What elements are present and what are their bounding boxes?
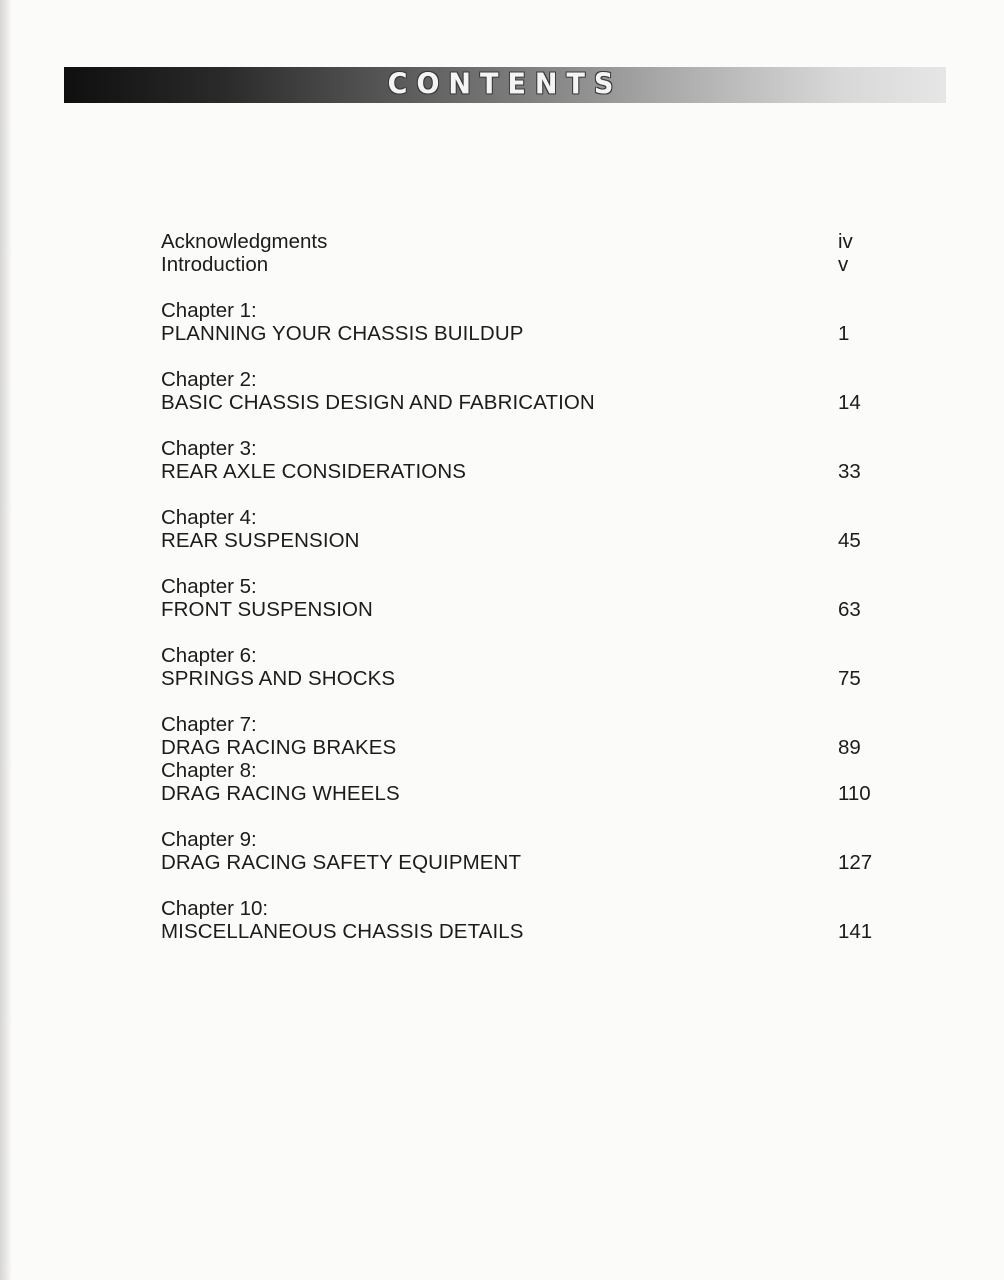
toc-page-number: 14 bbox=[838, 391, 861, 414]
table-of-contents bbox=[161, 230, 881, 943]
toc-page-number: 1 bbox=[838, 322, 850, 345]
page-edge-shadow bbox=[0, 0, 12, 1280]
toc-entry-chapter-4 bbox=[161, 506, 881, 552]
toc-page-number: iv bbox=[838, 230, 853, 253]
toc-page-number: 33 bbox=[838, 460, 861, 483]
toc-entry-chapter-3 bbox=[161, 437, 881, 483]
toc-page-number: 110 bbox=[838, 782, 871, 805]
chapter-title: BASIC CHASSIS DESIGN AND FABRICATION bbox=[161, 391, 595, 414]
chapter-title: REAR AXLE CONSIDERATIONS bbox=[161, 460, 467, 483]
chapter-title: MISCELLANEOUS CHASSIS DETAILS bbox=[161, 920, 524, 943]
chapter-number-label: Chapter 7: bbox=[161, 713, 257, 736]
toc-page-number: 141 bbox=[838, 920, 873, 943]
chapter-number-label: Chapter 5: bbox=[161, 575, 257, 598]
contents-header-bar bbox=[64, 67, 946, 103]
toc-page-number: 63 bbox=[838, 598, 861, 621]
toc-page-number: 75 bbox=[838, 667, 861, 690]
chapter-number-label: Chapter 4: bbox=[161, 506, 257, 529]
toc-page-number: 45 bbox=[838, 529, 861, 552]
toc-entry-chapter-1 bbox=[161, 299, 881, 345]
chapter-title: DRAG RACING SAFETY EQUIPMENT bbox=[161, 851, 522, 874]
chapter-number-label: Chapter 8: bbox=[161, 759, 257, 782]
toc-entry-chapter-5 bbox=[161, 575, 881, 621]
chapter-number-label: Chapter 10: bbox=[161, 897, 269, 920]
page-title: CONTENTS bbox=[387, 68, 623, 101]
toc-entry-chapter-8 bbox=[161, 759, 881, 805]
toc-entry-chapter-6 bbox=[161, 644, 881, 690]
chapter-number-label: Chapter 9: bbox=[161, 828, 257, 851]
toc-page-number: 127 bbox=[838, 851, 873, 874]
toc-entry-chapter-2 bbox=[161, 368, 881, 414]
chapter-title: PLANNING YOUR CHASSIS BUILDUP bbox=[161, 322, 524, 345]
chapter-title: DRAG RACING BRAKES bbox=[161, 736, 397, 759]
toc-entry-label: Acknowledgments bbox=[161, 230, 328, 253]
toc-page-number: v bbox=[838, 253, 849, 276]
chapter-title: DRAG RACING WHEELS bbox=[161, 782, 400, 805]
toc-entry-chapter-9 bbox=[161, 828, 881, 874]
toc-entry-label: Introduction bbox=[161, 253, 269, 276]
chapter-number-label: Chapter 2: bbox=[161, 368, 257, 391]
toc-entry-chapter-7 bbox=[161, 713, 881, 759]
toc-entry-introduction bbox=[161, 253, 881, 276]
chapter-number-label: Chapter 6: bbox=[161, 644, 257, 667]
chapter-number-label: Chapter 3: bbox=[161, 437, 257, 460]
chapter-title: REAR SUSPENSION bbox=[161, 529, 360, 552]
chapter-title: SPRINGS AND SHOCKS bbox=[161, 667, 396, 690]
chapter-title: FRONT SUSPENSION bbox=[161, 598, 373, 621]
chapter-number-label: Chapter 1: bbox=[161, 299, 257, 322]
toc-entry-acknowledgments bbox=[161, 230, 881, 253]
toc-page-number: 89 bbox=[838, 736, 861, 759]
toc-entry-chapter-10 bbox=[161, 897, 881, 943]
